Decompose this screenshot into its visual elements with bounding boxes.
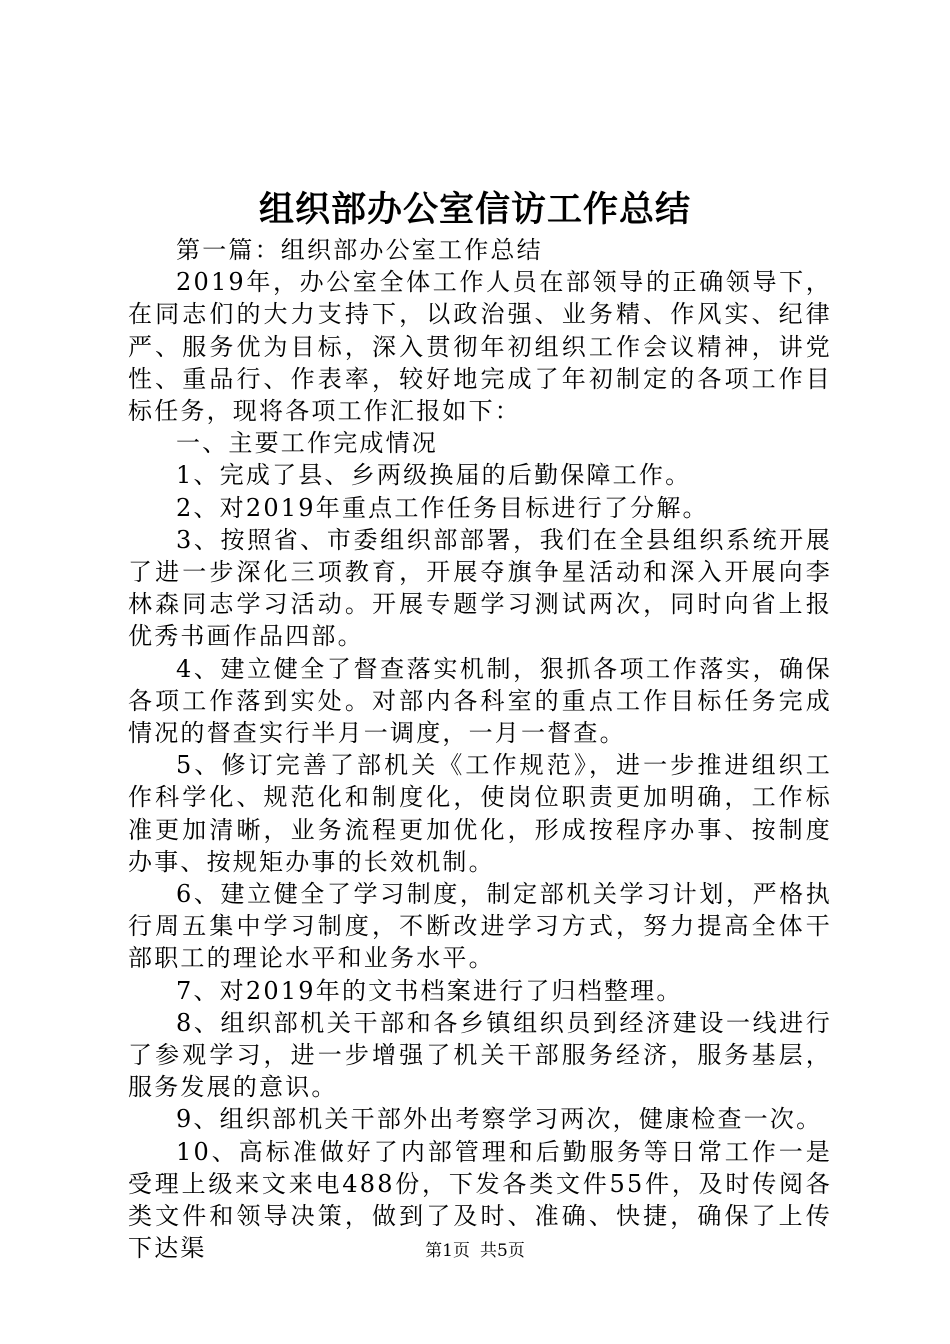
paragraph-item-6: 6、建立健全了学习制度，制定部机关学习计划，严格执行周五集中学习制度，不断改进学习方式，努力提高全体干部职工的理论水平和业务水平。	[128, 880, 832, 973]
paragraph-item-3: 3、按照省、市委组织部部署，我们在全县组织系统开展了进一步深化三项教育，开展夺旗争星活动和深入开展向李林森同志学习活动。开展专题学习测试两次，同时向省上报优秀书画作品四部。	[128, 525, 832, 651]
paragraph-item-1: 1、完成了县、乡两级换届的后勤保障工作。	[176, 461, 692, 490]
paragraph-item-9: 9、组织部机关干部外出考察学习两次，健康检查一次。	[176, 1105, 823, 1134]
page-number: 第1页	[425, 1241, 470, 1261]
paragraph-heading: 第一篇：组织部办公室工作总结	[176, 236, 543, 264]
paragraph-item-7: 7、对2019年的文书档案进行了归档整理。	[176, 976, 683, 1005]
page-total: 共5页	[480, 1241, 525, 1261]
section-heading: 一、主要工作完成情况	[176, 429, 438, 458]
paragraph-item-8: 8、组织部机关干部和各乡镇组织员到经济建设一线进行了参观学习，进一步增强了机关干部服务经济，服务基层，服务发展的意识。	[128, 1008, 832, 1102]
paragraph-item-5: 5、修订完善了部机关《工作规范》，进一步推进组织工作科学化、规范化和制度化，使岗位职责更加明确，工作标准更加清晰，业务流程更加优化，形成按程序办事、按制度办事、按规矩办事的长效机制。	[128, 751, 832, 876]
paragraph-intro: 2019年，办公室全体工作人员在部领导的正确领导下，在同志们的大力支持下，以政治强、业务精、作风实、纪律严、服务优为目标，深入贯彻年初组织工作会议精神，讲党性、重品行、作表率，较好地完成了年初制定的各项工作目标任务，现将各项工作汇报如下：	[128, 268, 832, 426]
paragraph-item-2: 2、对2019年重点工作任务目标进行了分解。	[176, 493, 709, 522]
document-title: 组织部办公室信访工作总结	[258, 190, 691, 230]
paragraph-item-10: 10、高标准做好了内部管理和后勤服务等日常工作一是受理上级来文来电488份，下发各类文件55件，及时传阅各类文件和领导决策，做到了及时、准确、快捷，确保了上传下达渠	[128, 1137, 832, 1263]
paragraph-item-4: 4、建立健全了督查落实机制，狠抓各项工作落实，确保各项工作落到实处。对部内各科室的重点工作目标任务完成情况的督查实行半月一调度，一月一督查。	[128, 654, 832, 748]
page-footer	[0, 1239, 950, 1263]
document-body	[128, 234, 832, 1265]
